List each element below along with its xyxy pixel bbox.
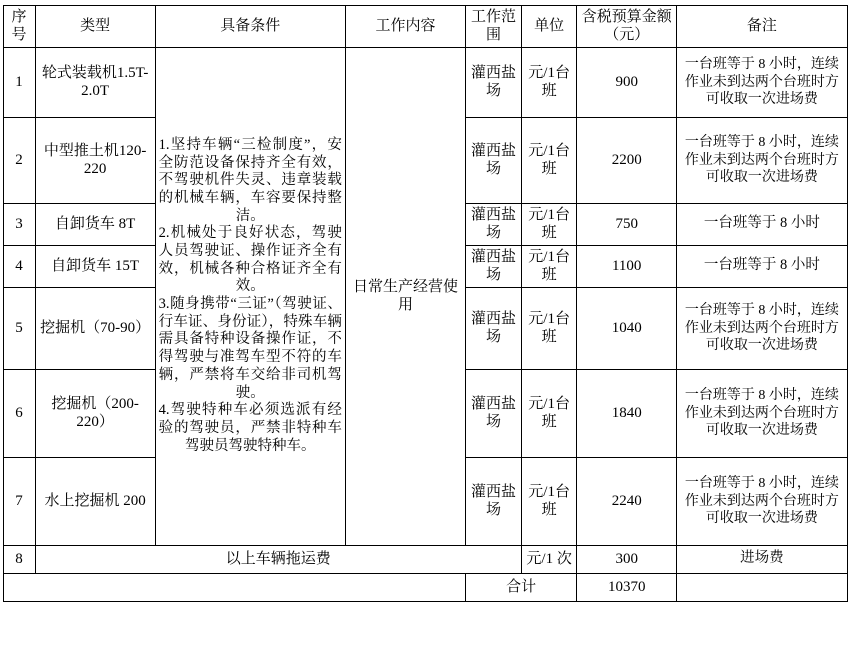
total-row (3, 573, 847, 601)
row-amount: 300 (577, 545, 677, 573)
row-type: 中型推土机120-220 (35, 117, 155, 203)
condition-item-2: 2.机械处于良好状态，驾驶人员驾驶证、操作证齐全有效，机械各种合格证齐全有效。 (158, 225, 342, 295)
row-amount: 2240 (577, 457, 677, 545)
row-work-scope: 灌西盐场 (466, 47, 522, 117)
row-unit: 元/1台班 (522, 457, 577, 545)
row-remark: 一台班等于 8 小时，连续作业未到达两个台班时方可收取一次进场费 (677, 369, 847, 457)
row-unit: 元/1台班 (522, 203, 577, 245)
work-content-cell: 日常生产经营使用 (345, 47, 465, 545)
row-no: 3 (3, 203, 35, 245)
table-row (3, 47, 847, 117)
total-amount: 10370 (577, 573, 677, 601)
row-no: 5 (3, 287, 35, 369)
row-remark: 进场费 (677, 545, 847, 573)
column-header-no: 序号 (3, 6, 35, 48)
row-work-scope: 灌西盐场 (466, 203, 522, 245)
condition-item-1: 1.坚持车辆“三检制度”，安全防范设备保持齐全有效，不驾驶机件失灵、违章装载的机械车辆，车容要保持整洁。 (158, 136, 342, 224)
row-remark: 一台班等于 8 小时 (677, 245, 847, 287)
row-no: 7 (3, 457, 35, 545)
row-remark: 一台班等于 8 小时 (677, 203, 847, 245)
row-no: 6 (3, 369, 35, 457)
equipment-price-table (3, 5, 848, 602)
row-amount: 1040 (577, 287, 677, 369)
row-remark: 一台班等于 8 小时，连续作业未到达两个台班时方可收取一次进场费 (677, 457, 847, 545)
column-header-work-scope: 工作范围 (466, 6, 522, 48)
total-remark (677, 573, 847, 601)
row-type: 挖掘机（70-90） (35, 287, 155, 369)
row-work-scope: 灌西盐场 (466, 117, 522, 203)
conditions-cell (155, 47, 345, 545)
row-no: 4 (3, 245, 35, 287)
row-work-scope: 灌西盐场 (466, 287, 522, 369)
row-remark: 一台班等于 8 小时，连续作业未到达两个台班时方可收取一次进场费 (677, 117, 847, 203)
row-no: 8 (3, 545, 35, 573)
row-unit: 元/1台班 (522, 287, 577, 369)
row-amount: 750 (577, 203, 677, 245)
table-header-row (3, 6, 847, 48)
row-type: 自卸货车 8T (35, 203, 155, 245)
row-unit: 元/1 次 (522, 545, 577, 573)
row-remark: 一台班等于 8 小时，连续作业未到达两个台班时方可收取一次进场费 (677, 47, 847, 117)
condition-item-4: 4.驾驶特种车必须选派有经验的驾驶员，严禁非特种车驾驶员驾驶特种车。 (158, 402, 342, 454)
column-header-conditions: 具备条件 (155, 6, 345, 48)
row-work-scope: 灌西盐场 (466, 369, 522, 457)
row-unit: 元/1台班 (522, 245, 577, 287)
row-no: 1 (3, 47, 35, 117)
row-unit: 元/1台班 (522, 47, 577, 117)
column-header-type: 类型 (35, 6, 155, 48)
column-header-remark: 备注 (677, 6, 847, 48)
total-label: 合计 (466, 573, 577, 601)
total-blank-cell (3, 573, 466, 601)
row-work-scope: 灌西盐场 (466, 457, 522, 545)
column-header-work-content: 工作内容 (345, 6, 465, 48)
row-remark: 一台班等于 8 小时，连续作业未到达两个台班时方可收取一次进场费 (677, 287, 847, 369)
condition-item-3: 3.随身携带“三证”（驾驶证、行车证、身份证），特殊车辆需具备特种设备操作证，不得驾驶与准驾车型不符的车辆，严禁将车交给非司机驾驶。 (158, 296, 342, 401)
row-type: 挖掘机（200-220） (35, 369, 155, 457)
row-unit: 元/1台班 (522, 369, 577, 457)
table-row (3, 545, 847, 573)
row-amount: 900 (577, 47, 677, 117)
row-type: 水上挖掘机 200 (35, 457, 155, 545)
row-unit: 元/1台班 (522, 117, 577, 203)
row-amount: 1840 (577, 369, 677, 457)
row-type: 轮式装载机1.5T-2.0T (35, 47, 155, 117)
row-amount: 2200 (577, 117, 677, 203)
row-amount: 1100 (577, 245, 677, 287)
column-header-unit: 单位 (522, 6, 577, 48)
row-work-scope: 灌西盐场 (466, 245, 522, 287)
row-type: 以上车辆拖运费 (35, 545, 522, 573)
row-type: 自卸货车 15T (35, 245, 155, 287)
row-no: 2 (3, 117, 35, 203)
column-header-amount: 含税预算金额（元） (577, 6, 677, 48)
